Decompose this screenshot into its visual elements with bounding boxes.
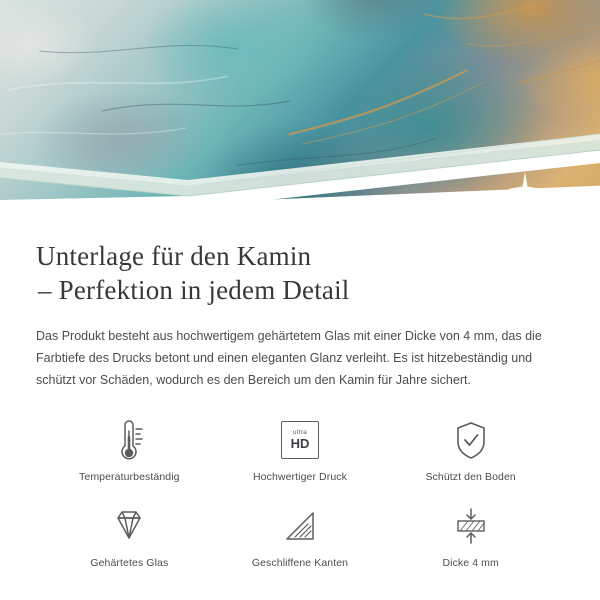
feature-item bbox=[385, 417, 556, 483]
glass-panel bbox=[0, 0, 600, 200]
hero-image bbox=[0, 0, 600, 215]
feature-item bbox=[385, 503, 556, 569]
page-title bbox=[36, 239, 564, 307]
feature-label: Dicke 4 mm bbox=[442, 557, 499, 569]
ultra-hd-badge-bottom: HD bbox=[290, 436, 310, 452]
marble-veins bbox=[0, 0, 600, 200]
content-area bbox=[0, 215, 600, 569]
headline-line-1: Unterlage für den Kamin bbox=[36, 241, 312, 271]
ultra-hd-icon bbox=[281, 417, 319, 463]
thickness-arrows-icon bbox=[451, 503, 491, 549]
feature-item bbox=[44, 417, 215, 483]
hero-bottom-fade bbox=[0, 205, 600, 215]
thermometer-icon bbox=[109, 417, 149, 463]
feature-label: Schützt den Boden bbox=[425, 471, 516, 483]
feature-item bbox=[215, 503, 386, 569]
feature-item bbox=[215, 417, 386, 483]
shield-check-icon bbox=[451, 417, 491, 463]
feature-label: Temperaturbeständig bbox=[79, 471, 180, 483]
feature-label: Gehärtetes Glas bbox=[90, 557, 169, 569]
diamond-icon bbox=[107, 503, 151, 549]
headline-line-2: – Perfektion in jedem Detail bbox=[38, 275, 350, 305]
feature-label: Geschliffene Kanten bbox=[251, 557, 349, 569]
polished-edges-icon bbox=[280, 503, 320, 549]
feature-item bbox=[44, 503, 215, 569]
ultra-hd-badge-top: ultra bbox=[292, 428, 308, 436]
feature-grid bbox=[36, 417, 564, 569]
feature-label: Hochwertiger Druck bbox=[252, 471, 347, 483]
description-paragraph: Das Produkt besteht aus hochwertigem gehärtetem Glas mit einer Dicke von 4 mm, das die Farbtiefe des Drucks betont und einen eleganten Glanz verleiht. Es ist hitzebeständig und schützt vor Schäden, wodurch es den Bereich um den Kamin für Jahre sichert. bbox=[36, 329, 542, 387]
